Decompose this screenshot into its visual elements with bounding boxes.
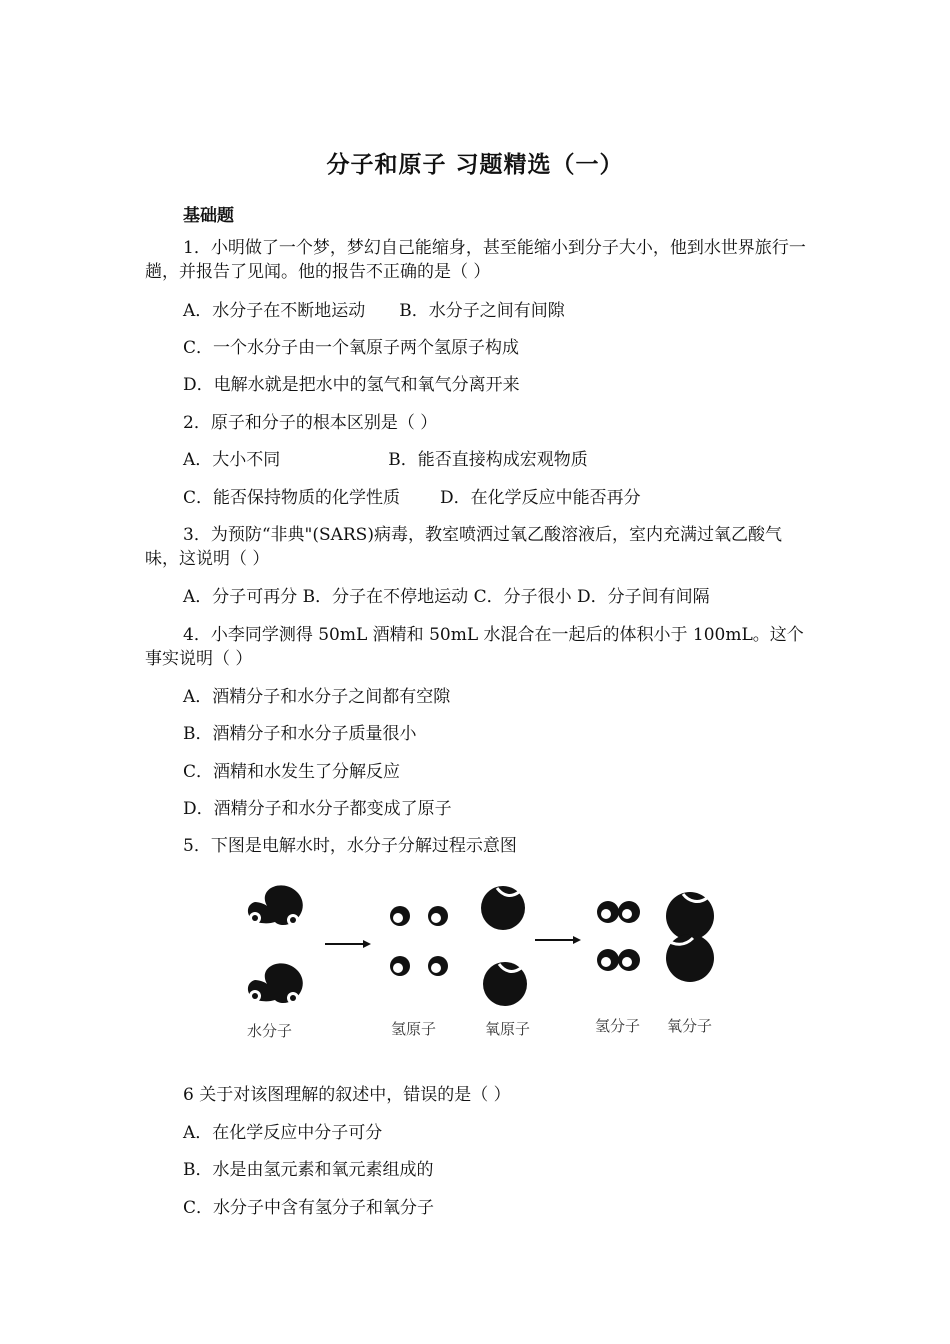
hydrogen-atoms xyxy=(390,906,448,976)
q5-stem: 5．下图是电解水时，水分子分解过程示意图 xyxy=(183,836,517,856)
q6-option-c: C．水分子中含有氢分子和氧分子 xyxy=(183,1198,435,1218)
q2-options-row2 xyxy=(183,486,641,510)
diagram-svg xyxy=(235,876,735,1056)
q4-option-a: A．酒精分子和水分子之间都有空隙 xyxy=(183,687,451,707)
label-hydrogen-atom: 氢原子 xyxy=(391,1020,437,1038)
q2-stem: 2．原子和分子的根本区别是（ ） xyxy=(183,413,438,433)
hydrogen-molecules xyxy=(597,901,640,971)
oxygen-molecule xyxy=(666,892,714,982)
q1-option-a: A．水分子在不断地运动 xyxy=(183,301,366,321)
label-water-molecule: 水分子 xyxy=(247,1022,293,1040)
q2-options-row1 xyxy=(183,448,588,472)
page-title: 分子和原子 习题精选（一） xyxy=(326,152,624,178)
q3-stem: 3．为预防“非典"(SARS)病毒，教室喷洒过氧乙酸溶液后，室内充满过氧乙酸气味，这说明（ ） xyxy=(145,525,782,569)
arrow-right-icon xyxy=(325,940,371,948)
label-oxygen-atom: 氧原子 xyxy=(485,1020,531,1038)
q1-stem: 1．小明做了一个梦，梦幻自己能缩身，甚至能缩小到分子大小，他到水世界旅行一趟，并报告了见闻。他的报告不正确的是（ ） xyxy=(145,238,806,282)
q2-option-d: D．在化学反应中能否再分 xyxy=(440,488,641,508)
q1-option-b: B．水分子之间有间隙 xyxy=(399,301,565,321)
q1-options-row1 xyxy=(183,299,565,323)
q1-option-c: C．一个水分子由一个氧原子两个氢原子构成 xyxy=(183,338,520,358)
q2-option-b: B．能否直接构成宏观物质 xyxy=(388,450,588,470)
q4-stem: 4．小李同学测得 50mL 酒精和 50mL 水混合在一起后的体积小于 100mL。这个事实说明（ ） xyxy=(145,625,804,669)
q4-option-d: D．酒精分子和水分子都变成了原子 xyxy=(183,799,452,819)
arrow-right-icon xyxy=(535,936,581,944)
oxygen-atoms xyxy=(481,886,527,1006)
q4-option-b: B．酒精分子和水分子质量很小 xyxy=(183,724,417,744)
q2-option-c: C．能否保持物质的化学性质 xyxy=(183,488,401,508)
q2-option-a: A．大小不同 xyxy=(183,450,281,470)
q3-options: A．分子可再分 B．分子在不停地运动 C．分子很小 D．分子间有间隔 xyxy=(183,587,710,607)
q6-stem: 6 关于对该图理解的叙述中，错误的是（ ） xyxy=(183,1085,511,1105)
water-molecule-top xyxy=(248,885,303,926)
label-hydrogen-molecule: 氢分子 xyxy=(595,1017,641,1035)
electrolysis-diagram xyxy=(235,876,735,1056)
q6-option-a: A．在化学反应中分子可分 xyxy=(183,1123,383,1143)
label-oxygen-molecule: 氧分子 xyxy=(667,1017,713,1035)
q4-option-c: C．酒精和水发生了分解反应 xyxy=(183,762,401,782)
q1-option-d: D．电解水就是把水中的氢气和氧气分离开来 xyxy=(183,375,520,395)
section-heading: 基础题 xyxy=(183,206,234,226)
q6-option-b: B．水是由氢元素和氧元素组成的 xyxy=(183,1160,434,1180)
water-molecule-bottom xyxy=(248,963,303,1004)
